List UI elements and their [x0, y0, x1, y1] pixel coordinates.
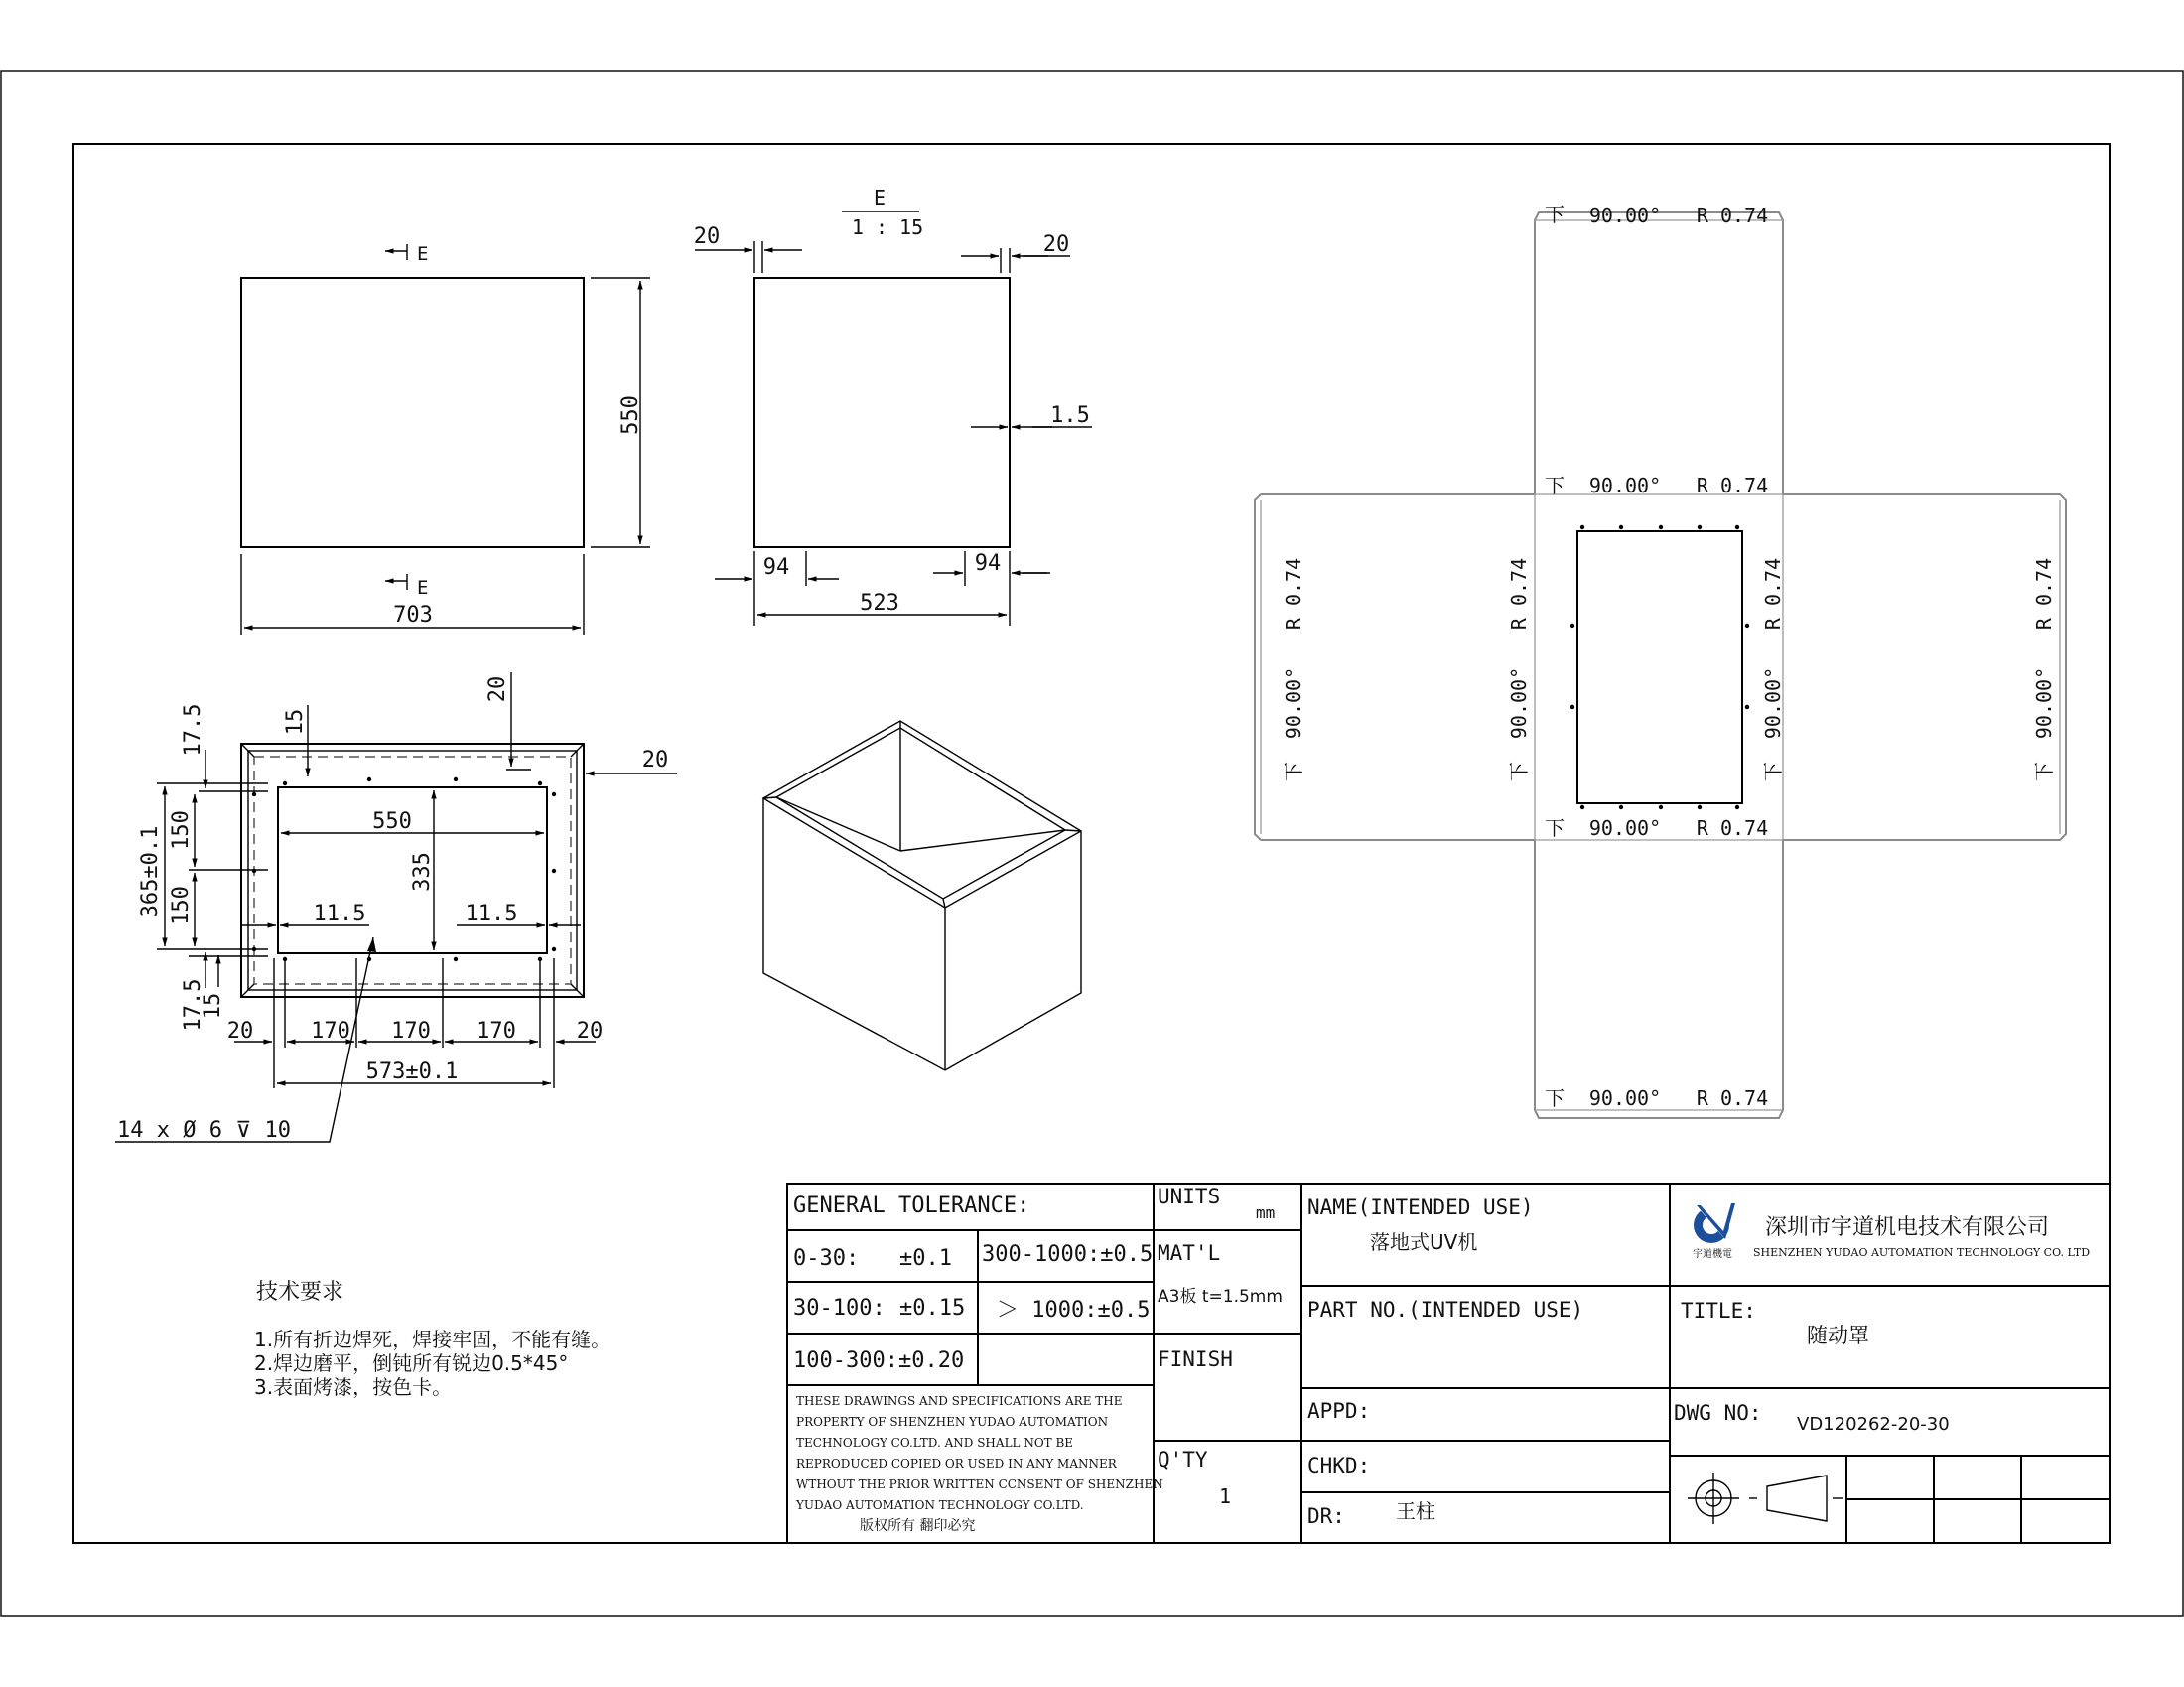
window-width-dim: 550 [372, 809, 412, 834]
tol-range-2: 30-100: [793, 1296, 886, 1321]
mounting-hole-7 [454, 957, 458, 961]
part-no-label: PART NO.(INTENDED USE) [1307, 1298, 1584, 1322]
right-margin-dim: 20 [641, 748, 669, 773]
flat-hole-3 [1735, 525, 1739, 529]
section-scale: 1 : 15 [851, 215, 924, 239]
flat-pattern-view [1255, 203, 2066, 1118]
dr-value: 王柱 [1396, 1499, 1435, 1523]
flat-hole-5 [1659, 805, 1663, 809]
section-width-dim: 523 [860, 591, 899, 616]
bend-angle-left: 90.00° [1282, 666, 1305, 740]
name-value: 落地式UV机 [1370, 1230, 1478, 1254]
mounting-hole-1 [283, 781, 287, 785]
mounting-hole-13 [552, 869, 556, 873]
bottom-inset-dim: 15 [201, 992, 225, 1020]
section-outline [754, 278, 1010, 547]
tol-range-3: 100-300:±0.20 [793, 1348, 965, 1373]
isometric-view [763, 721, 1081, 1070]
top-inset-dim: 15 [283, 708, 308, 736]
pitch-dim-1: 20 [226, 1019, 254, 1044]
finish-label: FINISH [1158, 1347, 1233, 1371]
flat-hole-8 [1570, 705, 1574, 709]
general-tolerance-label: GENERAL TOLERANCE: [793, 1194, 1030, 1218]
flat-hole-2 [1659, 525, 1663, 529]
bend-angle-inner-right: 90.00° [1761, 666, 1785, 740]
top-margin-dim: 20 [485, 675, 510, 703]
flat-outline [1255, 212, 2066, 1118]
flat-cutout [1577, 531, 1742, 803]
total-height-dim: 365±0.1 [138, 825, 163, 918]
mounting-hole-9 [252, 792, 256, 796]
pitch-dim-3: 170 [391, 1019, 431, 1044]
disclaimer-line-3: TECHNOLOGY CO.LTD. AND SHALL NOT BE [796, 1436, 1074, 1450]
title-value: 随动罩 [1807, 1324, 1869, 1347]
flat-hole-14 [1698, 805, 1702, 809]
bend-angle-upper: 90.00° [1588, 474, 1662, 497]
left-margin-top-dim: 17.5 [181, 703, 205, 757]
pitch-dim-2: 170 [311, 1019, 350, 1044]
bend-radius-lower: R 0.74 [1696, 816, 1769, 840]
copyright-note: 版权所有 翻印必究 [860, 1518, 976, 1534]
mounting-hole-3 [454, 777, 458, 781]
flat-hole-9 [1745, 624, 1749, 628]
disclaimer-line-1: THESE DRAWINGS AND SPECIFICATIONS ARE THE [796, 1394, 1123, 1408]
bend-symbol-inner-right: 下 [1761, 762, 1785, 781]
tol-value-1: ±0.1 [899, 1246, 952, 1271]
mounting-hole-4 [538, 781, 542, 785]
bend-radius-bottom: R 0.74 [1696, 1086, 1769, 1110]
company-logo [1688, 1199, 1735, 1260]
front-outline [241, 278, 584, 547]
bend-symbol-bottom: 下 [1545, 1086, 1565, 1110]
pitch-dim-5: 20 [576, 1019, 604, 1044]
section-title: E [873, 186, 887, 210]
disclaimer-line-4: REPRODUCED COPIED OR USED IN ANY MANNER [796, 1457, 1117, 1471]
hem-right-dim: 94 [974, 551, 1002, 576]
logo-text: 宇道機電 [1693, 1249, 1732, 1260]
bend-angle-top: 90.00° [1588, 204, 1662, 227]
pitch-dim-4: 170 [477, 1019, 516, 1044]
disclaimer-line-6: YUDAO AUTOMATION TECHNOLOGY CO.LTD. [796, 1498, 1084, 1512]
hole-callout: 14 x Ø 6 ⊽ 10 [117, 1118, 292, 1143]
bend-symbol-top: 下 [1545, 203, 1565, 226]
name-label: NAME(INTENDED USE) [1307, 1195, 1534, 1219]
tol-value-2: ±0.15 [899, 1296, 966, 1321]
disclaimer-line-5: WTHOUT THE PRIOR WRITTEN CCNSENT OF SHENZHEN [796, 1477, 1163, 1491]
bend-radius-top: R 0.74 [1696, 204, 1769, 227]
technical-notes [254, 1280, 611, 1399]
note-3: 3.表面烤漆，按色卡。 [254, 1375, 453, 1399]
bend-symbol-inner-left: 下 [1507, 762, 1531, 781]
note-2: 2.焊边磨平，倒钝所有锐边0.5*45° [254, 1351, 569, 1375]
dwg-no-label: DWG NO: [1674, 1401, 1762, 1425]
material-value: A3板 t=1.5mm [1158, 1287, 1283, 1307]
title-block [787, 1184, 2110, 1543]
flat-hole-7 [1570, 624, 1574, 628]
bend-angle-bottom: 90.00° [1588, 1086, 1662, 1110]
units-label: UNITS [1158, 1185, 1221, 1208]
left-margin-bottom-dim: 17.5 [181, 978, 205, 1032]
material-label: MAT'L [1158, 1241, 1221, 1265]
flat-hole-11 [1619, 525, 1623, 529]
bend-symbol-lower: 下 [1545, 816, 1565, 840]
bend-symbol-right: 下 [2032, 762, 2056, 781]
chkd-label: CHKD: [1307, 1454, 1371, 1477]
company-name-en: SHENZHEN YUDAO AUTOMATION TECHNOLOGY CO. LTD [1753, 1246, 2091, 1259]
tol-range2-2: ＞ 1000:±0.5 [997, 1298, 1151, 1323]
front-width-dim: 703 [393, 603, 433, 628]
window-height-dim: 335 [410, 852, 435, 892]
title-label: TITLE: [1681, 1299, 1756, 1323]
flat-hole-12 [1698, 525, 1702, 529]
mounting-holes [252, 777, 556, 961]
dwg-no-value: VD120262-20-30 [1797, 1414, 1950, 1435]
disclaimer-line-2: PROPERTY OF SHENZHEN YUDAO AUTOMATION [796, 1415, 1109, 1429]
bend-radius-upper: R 0.74 [1696, 474, 1769, 497]
bend-angle-right: 90.00° [2032, 666, 2056, 740]
gap-left-dim: 11.5 [313, 902, 366, 926]
thickness-dim: 1.5 [1050, 403, 1090, 428]
flat-hole-4 [1580, 805, 1584, 809]
front-view [241, 243, 650, 635]
bend-radius-inner-right: R 0.74 [1761, 557, 1785, 631]
notes-heading: 技术要求 [256, 1280, 344, 1305]
mounting-hole-14 [552, 947, 556, 951]
section-marker-top: E [417, 243, 429, 265]
hem-left-dim: 94 [762, 555, 790, 580]
mounting-hole-2 [367, 777, 371, 781]
qty-value: 1 [1218, 1484, 1232, 1508]
hole-pattern-view [115, 672, 677, 1143]
bend-symbol-upper: 下 [1545, 474, 1565, 497]
section-view [694, 186, 1092, 626]
pitch-b-dim: 150 [169, 886, 194, 925]
appd-label: APPD: [1307, 1399, 1371, 1423]
note-1: 1.所有折边焊死，焊接牢固，不能有缝。 [254, 1328, 612, 1351]
pitch-a-dim: 150 [169, 810, 194, 850]
bend-angle-inner-left: 90.00° [1507, 666, 1531, 740]
flange-left-dim: 20 [693, 224, 721, 249]
flat-hole-10 [1745, 705, 1749, 709]
gap-right-dim: 11.5 [465, 902, 518, 926]
company-name-cn: 深圳市宇道机电技术有限公司 [1765, 1215, 2050, 1240]
flange-right-dim: 20 [1042, 232, 1070, 257]
dr-label: DR: [1307, 1504, 1345, 1528]
units-value: mm [1256, 1203, 1276, 1222]
mounting-hole-12 [552, 792, 556, 796]
flat-holes [1570, 525, 1749, 809]
bend-symbol-left: 下 [1282, 762, 1305, 781]
flat-hole-1 [1580, 525, 1584, 529]
qty-label: Q'TY [1158, 1448, 1208, 1472]
bend-radius-right: R 0.74 [2032, 557, 2056, 631]
bend-radius-inner-left: R 0.74 [1507, 557, 1531, 631]
bend-radius-left: R 0.74 [1282, 557, 1305, 631]
projection-symbol-icon [1688, 1473, 1843, 1524]
flat-hole-6 [1735, 805, 1739, 809]
tol-range-1: 0-30: [793, 1246, 860, 1271]
front-height-dim: 550 [618, 395, 643, 435]
flat-hole-13 [1619, 805, 1623, 809]
total-width-dim: 573±0.1 [365, 1059, 459, 1084]
tol-range2-1: 300-1000:±0.5 [982, 1242, 1154, 1267]
section-marker-bottom: E [417, 577, 429, 599]
bend-angle-lower: 90.00° [1588, 816, 1662, 840]
